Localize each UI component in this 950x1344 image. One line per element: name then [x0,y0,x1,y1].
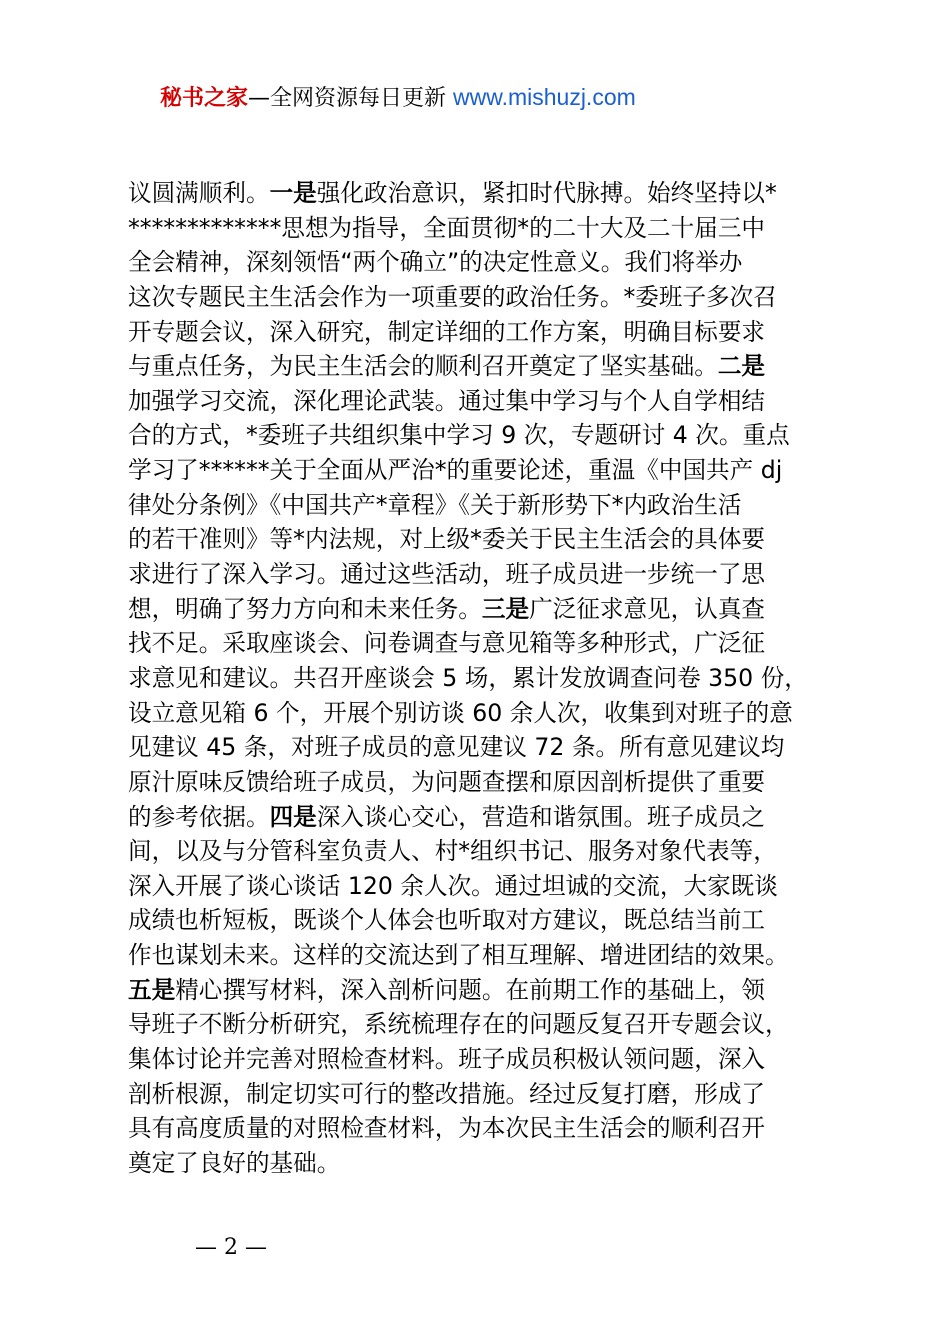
text-segment: 求意见和建议。共召开座谈会 5 场，累计发放调查问卷 350 份， [128,663,808,692]
header-slogan: —全网资源每日更新 [248,86,454,111]
text-segment: 强化政治意识，紧扣时代脉搏。始终坚持以* [316,179,777,207]
site-watermark-header [160,80,636,116]
text-line [128,592,850,627]
text-line [128,696,850,731]
text-segment: 广泛征求意见，认真查 [529,594,766,623]
text-line [128,1007,850,1042]
text-line [128,1111,850,1146]
text-segment: 设立意见箱 6 个，开展个别访谈 60 余人次，收集到对班子的意 [128,698,793,727]
text-segment: 具有高度质量的对照检查材料，为本次民主生活会的顺利召开 [128,1114,766,1143]
text-segment: *************思想为指导，全面贯彻*的二十大及二十届三中 [128,213,766,242]
text-line [128,730,850,765]
text-segment: 奠定了良好的基础。 [128,1148,341,1177]
text-line [128,418,850,453]
site-url-link[interactable]: www.mishuzj.com [453,84,636,110]
text-segment: 剖析根源，制定切实可行的整改措施。经过反复打磨，形成了 [128,1079,766,1108]
text-segment: 这次专题民主生活会作为一项重要的政治任务。*委班子多次召 [128,282,777,311]
bold-marker: 二是 [717,352,766,381]
text-segment: 议圆满顺利。 [128,179,270,207]
text-segment: 想，明确了努力方向和未来任务。 [128,594,482,623]
text-segment: 作也谋划未来。这样的交流达到了相互理解、增进团结的效果。 [128,941,789,970]
brand-name: 秘书之家 [160,86,249,111]
page-number: — 2 — [195,1235,267,1260]
text-segment: 求进行了深入学习。通过这些活动，班子成员进一步统一了思 [128,560,766,589]
text-line [128,869,850,904]
text-line [128,211,850,246]
bold-marker: 四是 [269,802,317,831]
text-line [128,834,850,869]
text-segment: 精心撰写材料，深入剖析问题。在前期工作的基础上，领 [175,975,766,1004]
text-segment: 成绩也析短板，既谈个人体会也听取对方建议，既总结当前工 [128,906,766,935]
text-line [128,1146,850,1181]
text-line [128,453,850,488]
text-segment: 合的方式，*委班子共组织集中学习 9 次，专题研讨 4 次。重点 [128,421,790,450]
text-line [128,765,850,800]
text-segment: 找不足。采取座谈会、问卷调查与意见箱等多种形式，广泛征 [128,629,766,658]
text-segment: 深入谈心交心，营造和谐氛围。班子成员之 [316,802,766,831]
text-segment: 开专题会议，深入研究，制定详细的工作方案，明确目标要求 [128,317,766,346]
text-line [128,973,850,1008]
text-segment: 的若干准则》等*内法规，对上级*委关于民主生活会的具体要 [128,525,766,554]
text-line [128,280,850,315]
text-segment: 间，以及与分管科室负责人、村*组织书记、服务对象代表等， [128,837,777,866]
text-line [128,245,850,280]
text-line [128,800,850,835]
text-line [128,349,850,384]
text-segment: 的参考依据。 [128,802,270,831]
text-line [128,384,850,419]
text-segment: 加强学习交流，深化理论武装。通过集中学习与个人自学相结 [128,386,766,415]
text-line [128,176,850,211]
text-segment: 与重点任务，为民主生活会的顺利召开奠定了坚实基础。 [128,352,718,381]
text-line [128,626,850,661]
text-line [128,938,850,973]
text-line [128,661,850,696]
text-line [128,315,850,350]
bold-marker: 一是 [269,179,317,207]
text-line [128,1042,850,1077]
text-segment: 全会精神，深刻领悟“两个确立”的决定性意义。我们将举办 [128,248,743,277]
text-line [128,557,850,592]
text-segment: 深入开展了谈心谈话 120 余人次。通过坦诚的交流，大家既谈 [128,871,778,900]
text-line [128,903,850,938]
text-segment: 集体讨论并完善对照检查材料。班子成员积极认领问题，深入 [128,1045,766,1074]
text-segment: 律处分条例》《中国共产*章程》《关于新形势下*内政治生活 [128,490,742,519]
bold-marker: 五是 [128,975,176,1004]
text-segment: 原汁原味反馈给班子成员，为问题查摆和原因剖析提供了重要 [128,767,766,796]
text-segment: 导班子不断分析研究，系统梳理存在的问题反复召开专题会议， [128,1010,789,1039]
document-body [128,176,850,1181]
bold-marker: 三是 [481,594,530,623]
text-line [128,522,850,557]
text-line [128,488,850,523]
text-segment: 学习了******关于全面从严治*的重要论述，重温《中国共产 dj [128,456,783,485]
text-line [128,1077,850,1112]
text-segment: 见建议 45 条，对班子成员的意见建议 72 条。所有意见建议均 [128,733,785,762]
